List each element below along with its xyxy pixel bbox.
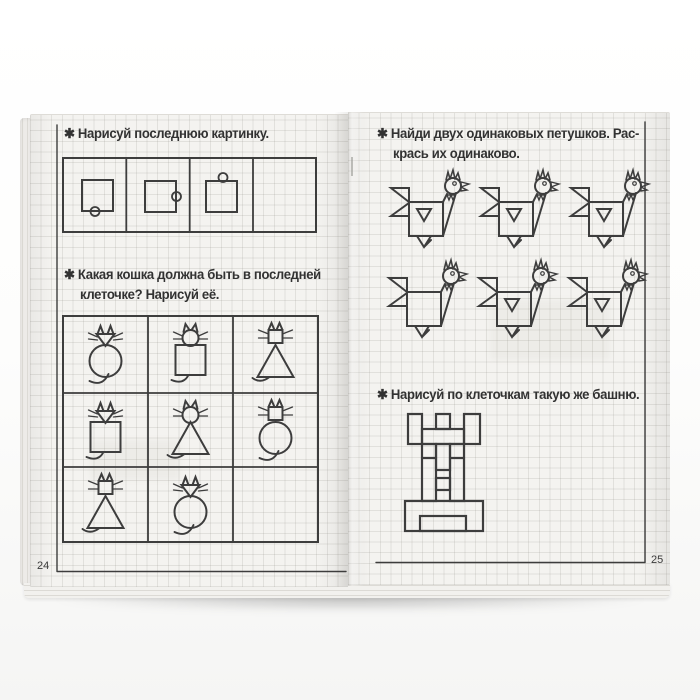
task-heading-draw-last: ✱ Нарисуй последнюю картинку. <box>64 126 269 141</box>
gutter-print-mark <box>351 157 353 176</box>
task-heading-cat-line2: клеточке? Нарисуй её. <box>80 287 220 302</box>
task-heading-tower: ✱ Нарисуй по клеточкам такую же башню. <box>377 387 640 402</box>
page-number-left: 24 <box>37 560 50 572</box>
print-bleedthrough <box>90 440 180 480</box>
print-bleedthrough <box>490 300 610 360</box>
task-heading-cat-line1: ✱ Какая кошка должна быть в последней <box>64 267 321 282</box>
task-heading-roosters-line1: ✱ Найди двух одинаковых петушков. Рас- <box>377 126 639 141</box>
left-page <box>30 114 348 587</box>
task-heading-roosters-line2: крась их одинаково. <box>393 146 520 161</box>
page-number-right: 25 <box>651 554 664 566</box>
book-gutter <box>334 112 364 586</box>
